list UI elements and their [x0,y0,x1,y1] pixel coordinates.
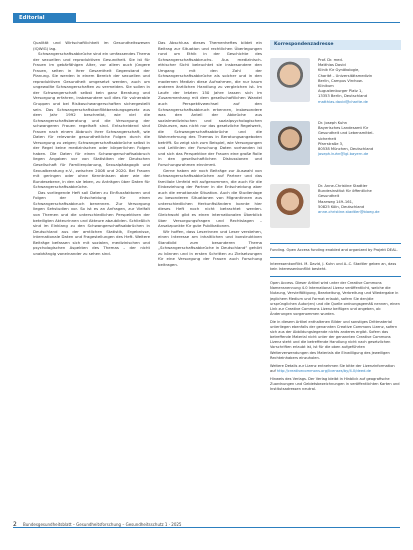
license-link-line [270,364,401,374]
email-link[interactable]: matthias.david@charite.de [318,99,368,104]
funding-note: Funding. Open Access funding enabled and organized by Projekt DEAL. [270,248,398,252]
contact-card [270,121,401,176]
contact-line: Dr. Anne-Christine Stadtler [318,184,368,188]
interests-note: Interessenkonflikt. M. David, J. Kuhn und A.-C. Stadtler geben an, dass kein Interessenkonflikt besteht. [270,262,397,272]
contact-info [318,184,380,239]
contact-line: Bayerisches Landesamt für [318,126,369,131]
license-link[interactable]: http://creativecommons.org/licenses/by/4.0/deed.de [276,368,371,373]
publisher-note: Hinweis des Verlags. Der Verlag bleibt in Hinblick auf geografische Zuordnungen und Gebietsbezeichnungen in veröffentlichten Karten und Institutsadressen neutral. [270,376,400,392]
divider [270,257,401,258]
correspondence-sidebar [270,40,401,392]
contact-line: Pfarrstraße 3, [318,141,344,146]
header-rule [76,22,400,23]
paragraph: Schwangerschaftsabbrüche sind ein umfassendes Thema der sexuellen und reproduktiven Gesundheit. Sie ist für Frauen im gebärfähigen Alter, vor allem auch jüngere Frauen, selten in ihrer Gesamtheit Gegenstand der Planung. Sie werden in einem Bereich der sexuellen und reproduktiven Gesundheit umgesetzt werden, auch um ungewollte Schwangerschaften zu vermeiden. Sie sollen in der Schwangerschaft selbst kein ganz Beratung und Versorgung erfahren, insbesondere soll dies für vulnerable Gruppen und bei Risikoschwangerschaften sichergestellt sein. Das Schwangerschaftskonfliktberatungsgesetz aus dem Jahr 1992 beschreibt, wie viel die Schwangerschaftsberatung und die Versorgung der schwangeren Frauen regelhaft sind. Entscheidend sind Frauen nach einem Abbruch ihrer Schwangerschaft, wie Daten für relevante gesundheitliche Folgen durch die Versorgung zu zeigen; Schwangerschaftsabbrüche selbst in der Regel keine medizinischen oder körperlichen Folgen haben. Die Daten für einen Schwangerschaftsabbruch liegen Angaben vor von Statistiken der Deutschen Gesellschaft für Familienplanung, Sexualpädagogik und Sexualberatung e.V., zwischen 2008 und 2020. Bei Frauen mit geringen oder ohne Kenntnissen aber wie der Bundesebene, in den sie leben, zu Anträgen über Daten für Schwangerschaftsabbrüche. [33,51,150,190]
footer-journal: Bundesgesundheitsblatt – Gesundheitsforschung – Gesundheitsschutz 1 · 2025 [23,522,182,527]
contact-line: 50825 Köln, Deutschland [318,204,365,209]
divider [270,243,401,244]
contact-line: Dr. Joseph Kuhn [318,121,347,125]
contact-line: Klinik für Gynäkologie, [318,68,360,73]
footer-rule [13,527,400,528]
contact-line: 13353 Berlin, Deutschland [318,94,368,99]
contact-line: Maarweg 149–161, [318,199,354,204]
sidebar-heading: Korrespondenzadresse [270,40,401,50]
email-link[interactable]: anne-christine.stadtler@bioeg.de [318,210,380,215]
section-tag: Editorial [13,13,76,23]
contact-line: Berlin, Campus Virchow- [318,78,364,83]
paragraph: Das vorliegende Heft soll Daten zu Einflussfaktoren und Folgen der Entscheidung für einen Schwangerschaftsabbruch benennen. Zur Versorgung liegen Sehstudien vor. So ist es an Anfragen, zur Vielfalt von Themen und die unterschiedlichen Perspektiven der beteiligten Akteurinnen und Akteure abzubilden. Schließlich sind im Einklang zu den Schwangerschaftsabbrüchen in Deutschland aus der amtlichen Statistik, Ergebnisse, internationale Daten und Fragestellungen des Heft. Weitere Beiträge befassen sich mit sozialen, medizinischen und psychologischen Aspekten des Themas – der nicht unabhängig voneinander zu sehen sind. [33,189,150,256]
author-photo [270,58,310,102]
license-note: Die in diesem Artikel enthaltenen Bilder und sonstiges Drittmaterial unterliegen ebenfalls der genannten Creative Commons Lizenz, sofern sich aus der Abbildungslegende nichts anderes ergibt. Sofern das betreffende Material nicht unter der genannten Creative Commons Lizenz steht und die betreffende Handlung nicht nach gesetzlichen Vorschriften erlaubt ist, ist für die oben aufgeführten Weiterverwendungen des Materials die Einwilligung des jeweiligen Rechteinhabers einzuholen. [270,319,398,360]
divider [270,276,401,277]
text-column-middle [158,40,262,267]
contact-line: Charité – Universitätsmedizin [318,73,373,78]
author-photo [270,184,310,228]
paragraph: Gerne haben wir noch Beiträge zur Auswahl von Schwangerschaftsabbrüchen auf Partner und das familiale Umfeld mit aufgenommen, die auch für die Einbeziehung der Partner in die Entscheidung aber auch die emotionale Situation. Auch die Studienlage zu besonderen Situationen von Migrantinnen aus unterschiedlichen Herkunftsländern konnte hier dieses Heft noch nicht betrachtet werden. Gleichwohl gibt es einen internationalen Überblick über Versorgungsfragen und Rechtslagen – Ansatzpunkte für gute Publikationen. [158,167,262,229]
contact-line: Bundesinstitut für öffentliche [318,189,372,194]
contact-card [270,184,401,239]
contact-line: Augustenburger Platz 1, [318,89,363,94]
email-link[interactable]: joseph.kuhn@lgl.bayern.de [318,152,369,157]
paragraph: Qualität und Wirtschaftlichkeit im Gesundheitswesen (IQWiG) lag. [33,40,150,51]
contact-info [318,121,374,176]
contact-line: Gesundheit und Lebensmittel- [318,131,374,136]
contact-line: Matthias David [318,63,346,68]
contact-line: 80538 München, Deutschland [318,147,374,152]
contact-line: Prof. Dr. med. [318,58,343,62]
paragraph: Das Abschluss dieses Themenheftes bildet ein Beitrag zur Situation und rechtlichen Überlegungen rund um Ethik in der Geschichte des Schwangerschaftsabbruchs. Aus medizinisch-ethischer Sicht beleuchtet sie insbesondere den Umgang mit den Zahl der Schwangerschaftsabbrüche als solcher und in den modernen Medizin diese Aufnahmen, die nur kaum anderen ärztlichen Handlung zu vergleichen ist. Im Laufe der letzten 150 Jahre lassen sich im Zusammenhang mit dem gesellschaftlichen Wandel auch Perspektivwechsel auf den Schwangerschaftsabbruch erkennen, insbesondere was den Anteil der Abbrüche aus sozialmedizinischen und sozialpsychologischen Diskursen, was nicht nur das gesetzliche Regelwerk, die Schwangerschaftsabbrüche und die Wahrnehmung des Themas in Beratungsangeboten betrifft. So zeigt sich zum Beispiel, wie Versorgungen und Leitlinien der Forschung Daten vorhanden ist und sich das Perspektive der Frauen eine große Rolle in den gesellschaftlichen Diskussionen und Forschungsrahmen einnimmt. [158,40,262,168]
license-link-prefix: Weitere Details zur Lizenz entnehmen Sie bitte der Lizenzinformation auf [270,363,395,373]
contact-line: Klinikum [318,84,334,89]
contact-line: sicherheit [318,136,337,141]
contact-info [318,58,372,113]
contact-line: Gesundheit [318,194,340,199]
contact-card [270,58,401,113]
page-number: 2 [13,521,17,528]
paragraph: Wir hoffen, dass Leserinnen und Leser verstehen, einen Interesse am inhaltlichen und konstruktiven Standbild zum besonderen Thema „Schwangerschaftsabbrüche in Deutschland“ gehört zu können und in ersten Schritten zu Zielsetzungen für eine Versorgung der Frauen auch Forschung beitragen. [158,228,262,267]
text-column-left [33,40,150,256]
open-access-note: Open Access. Dieser Artikel wird unter der Creative Commons Namensnennung 4.0 International Lizenz veröffentlicht, welche die Nutzung, Vervielfältigung, Bearbeitung, Verbreitung und Wiedergabe in jeglichem Medium und Format erlaubt, sofern Sie den/die ursprünglichen Autor(en) und die Quelle ordnungsgemäß nennen, einen Link zur Creative Commons Lizenz beifügen und angeben, ob Änderungen vorgenommen wurden. [270,281,400,316]
author-photo [270,121,310,165]
